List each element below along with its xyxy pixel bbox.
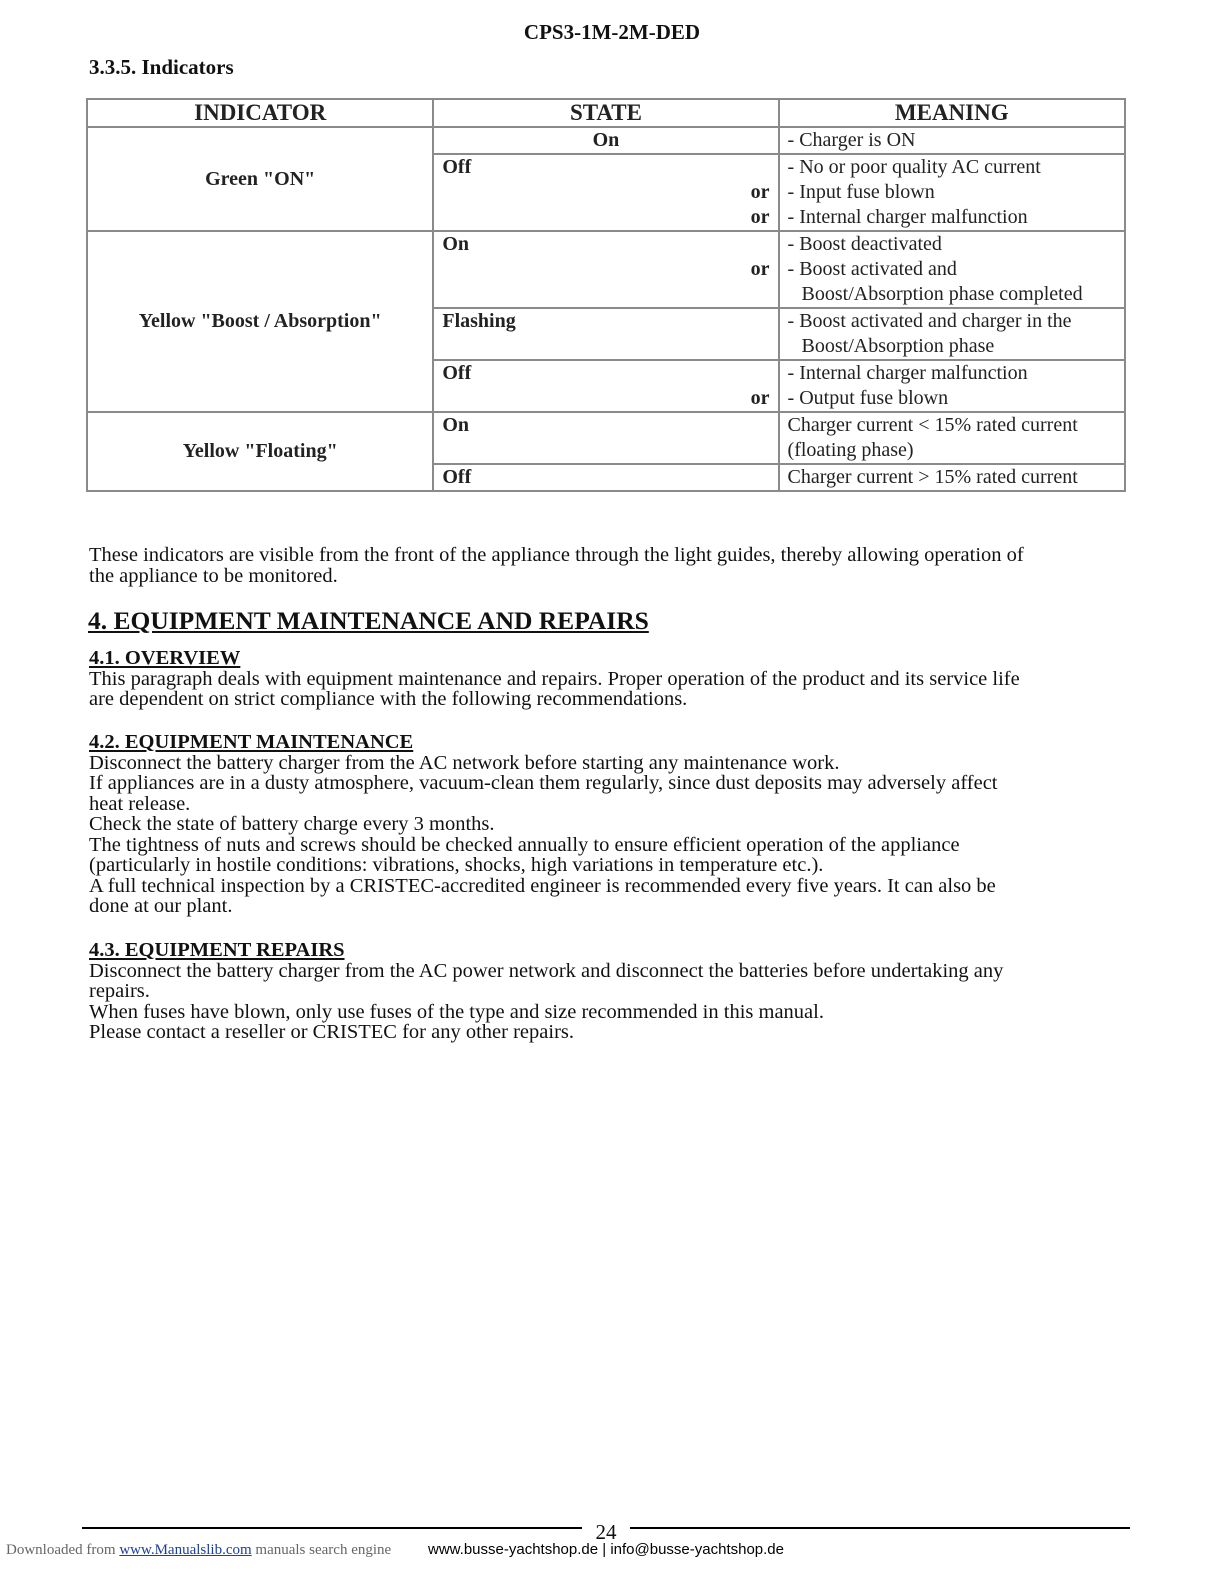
state-label: Off	[442, 466, 472, 488]
download-suffix: manuals search engine	[255, 1542, 392, 1558]
state-label: On	[442, 414, 470, 436]
meaning-line: - Input fuse blown	[787, 181, 935, 203]
meaning-line: Charger current < 15% rated current	[787, 414, 1078, 436]
download-note	[6, 1542, 391, 1559]
state-label: Off	[442, 362, 472, 384]
manualslib-link[interactable]: www.Manualslib.com	[119, 1542, 252, 1558]
or-label: or	[750, 258, 770, 280]
meaning-line: - No or poor quality AC current	[787, 156, 1041, 178]
text-line: When fuses have blown, only use fuses of the type and size recommended in this manual.	[89, 1000, 824, 1023]
indicator-table	[86, 98, 1126, 492]
text-line: The tightness of nuts and screws should be checked annually to ensure efficient operation of the appliance	[89, 833, 960, 856]
state-label: On	[592, 129, 620, 151]
meaning-line: - Boost activated and charger in the	[787, 310, 1072, 332]
meaning-line: Boost/Absorption phase completed	[801, 283, 1083, 305]
overview-heading: 4.1. OVERVIEW	[89, 647, 241, 669]
meaning-cell	[779, 308, 1125, 360]
header-indicator: INDICATOR	[87, 99, 433, 127]
footer-rule-left	[82, 1527, 582, 1529]
meaning-line: - Boost activated and	[787, 258, 957, 280]
indicator-yellow-boost: Yellow "Boost / Absorption"	[87, 231, 433, 412]
or-label: or	[750, 387, 770, 409]
state-cell	[433, 464, 778, 491]
meaning-cell	[779, 412, 1125, 464]
meaning-line: - Charger is ON	[787, 129, 916, 151]
table-row	[87, 231, 1125, 308]
section-title: 3.3.5. Indicators	[89, 55, 234, 79]
table-row	[87, 127, 1125, 154]
or-label: or	[750, 206, 770, 228]
download-prefix: Downloaded from	[6, 1542, 116, 1558]
overview-section	[89, 648, 1129, 710]
state-cell	[433, 412, 778, 464]
state-cell	[433, 308, 778, 360]
text-line: done at our plant.	[89, 895, 233, 917]
text-line: If appliances are in a dusty atmosphere, vacuum-clean them regularly, since dust deposits may adversely affect	[89, 772, 998, 794]
meaning-line: - Boost deactivated	[787, 233, 942, 255]
maintenance-section	[89, 732, 1129, 917]
footer-rule-right	[630, 1527, 1130, 1529]
indicator-green-on: Green "ON"	[87, 127, 433, 231]
document-title: CPS3-1M-2M-DED	[523, 20, 701, 44]
meaning-cell	[779, 231, 1125, 308]
repairs-section	[89, 940, 1129, 1043]
text-line: These indicators are visible from the front of the appliance through the light guides, thereby allowing operation of	[89, 544, 1024, 566]
meaning-line: - Internal charger malfunction	[787, 206, 1028, 228]
text-line: the appliance to be monitored.	[89, 564, 338, 587]
state-label: On	[442, 233, 470, 255]
or-label: or	[750, 181, 770, 203]
meaning-line: Charger current > 15% rated current	[787, 466, 1078, 488]
meaning-line: (floating phase)	[787, 439, 914, 461]
maintenance-heading: 4.2. EQUIPMENT MAINTENANCE	[89, 731, 414, 753]
meaning-cell	[779, 360, 1125, 412]
text-line: heat release.	[89, 792, 191, 815]
text-line: are dependent on strict compliance with the following recommendations.	[89, 688, 688, 710]
meaning-line: Boost/Absorption phase	[801, 335, 995, 357]
text-line: Disconnect the battery charger from the AC power network and disconnect the batteries before undertaking any	[89, 959, 1004, 982]
page-number: 24	[595, 1520, 617, 1544]
text-line: Disconnect the battery charger from the AC network before starting any maintenance work.	[89, 751, 840, 774]
state-cell	[433, 127, 778, 154]
state-label: Off	[442, 156, 472, 178]
header-state: STATE	[433, 99, 778, 127]
meaning-line: - Output fuse blown	[787, 387, 949, 409]
meaning-line: - Internal charger malfunction	[787, 362, 1028, 384]
meaning-cell	[779, 464, 1125, 491]
meaning-cell	[779, 154, 1125, 231]
text-line: This paragraph deals with equipment maintenance and repairs. Proper operation of the product and its service life	[89, 667, 1020, 690]
state-cell	[433, 154, 778, 231]
text-line: A full technical inspection by a CRISTEC-accredited engineer is recommended every five years. It can also be	[89, 874, 996, 897]
repairs-heading: 4.3. EQUIPMENT REPAIRS	[89, 939, 345, 961]
text-line: repairs.	[89, 980, 150, 1002]
meaning-cell	[779, 127, 1125, 154]
state-cell	[433, 231, 778, 308]
state-cell	[433, 360, 778, 412]
intro-paragraph	[89, 545, 1129, 586]
text-line: Check the state of battery charge every 3 months.	[89, 813, 495, 835]
text-line: Please contact a reseller or CRISTEC for any other repairs.	[89, 1021, 574, 1043]
header-meaning: MEANING	[779, 99, 1125, 127]
shop-contact: www.busse-yachtshop.de | info@busse-yachtshop.de	[428, 1541, 784, 1558]
table-row	[87, 412, 1125, 464]
state-label: Flashing	[442, 310, 516, 332]
indicator-yellow-floating: Yellow "Floating"	[87, 412, 433, 491]
chapter-heading: 4. EQUIPMENT MAINTENANCE AND REPAIRS	[88, 606, 649, 635]
table-header-row	[87, 99, 1125, 127]
text-line: (particularly in hostile conditions: vibrations, shocks, high variations in temperature etc.).	[89, 854, 824, 876]
